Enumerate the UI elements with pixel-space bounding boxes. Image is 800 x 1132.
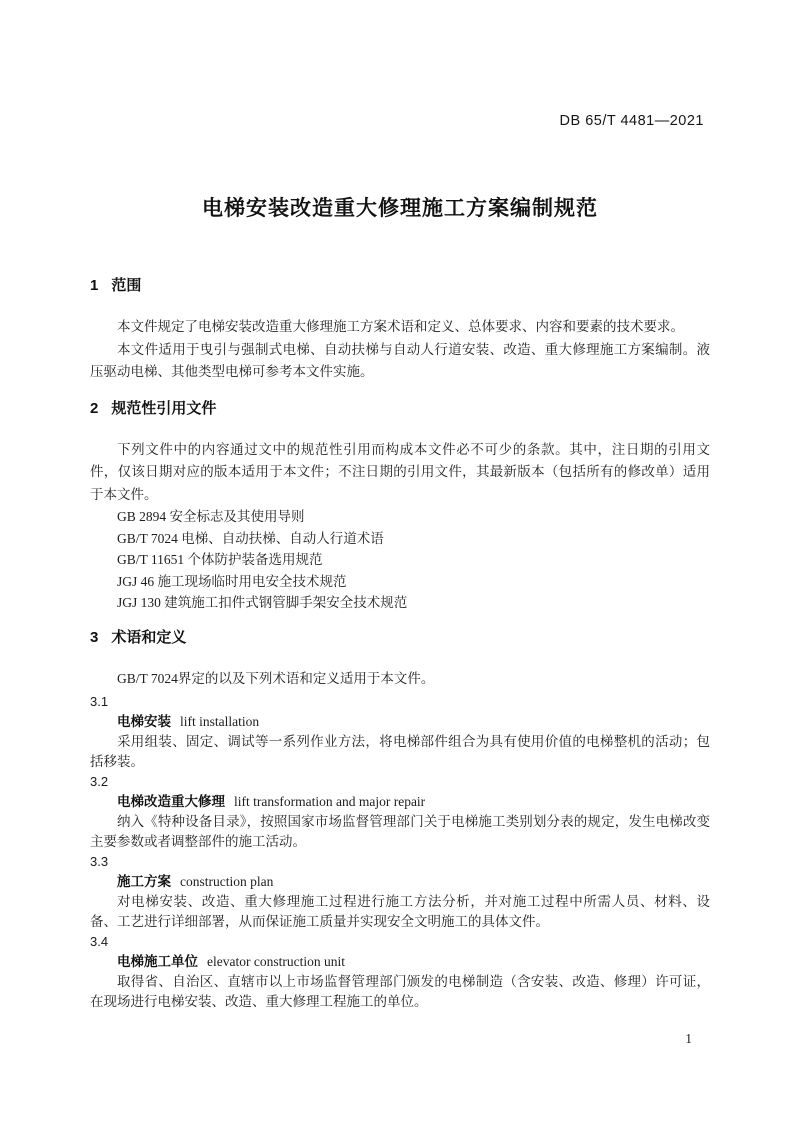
term-entry-3-4 xyxy=(90,932,710,1012)
term-number: 3.2 xyxy=(90,774,109,789)
references-intro-paragraph: 下列文件中的内容通过文中的规范性引用而构成本文件必不可少的条款。其中，注日期的引用文件，仅该日期对应的版本适用于本文件；不注日期的引用文件，其最新版本（包括所有的修改单）适用于本文件。 xyxy=(90,441,710,502)
term-name xyxy=(90,712,710,732)
term-definition: 对电梯安装、改造、重大修理施工过程进行施工方法分析，并对施工过程中所需人员、材料、设备、工艺进行详细部署，从而保证施工质量并实现安全文明施工的具体文件。 xyxy=(90,894,710,929)
term-entry-3-1 xyxy=(90,692,710,772)
reference-item: GB/T 7024 电梯、自动扶梯、自动人行道术语 xyxy=(117,530,384,546)
section-terms-definitions xyxy=(90,628,710,1013)
terms-intro-paragraph: GB/T 7024界定的以及下列术语和定义适用于本文件。 xyxy=(117,670,435,686)
section-3-number: 3 xyxy=(90,628,99,646)
standard-code: DB 65/T 4481—2021 xyxy=(559,113,704,129)
term-name xyxy=(90,872,710,892)
page-number: 1 xyxy=(685,1031,692,1046)
scope-paragraph-1: 本文件规定了电梯安装改造重大修理施工方案术语和定义、总体要求、内容和要素的技术要求。 xyxy=(117,319,684,334)
term-name-en: lift transformation and major repair xyxy=(234,794,426,809)
reference-item: JGJ 130 建筑施工扣件式钢管脚手架安全技术规范 xyxy=(117,595,408,610)
term-name-zh: 施工方案 xyxy=(117,874,171,889)
term-name xyxy=(90,792,710,812)
reference-list xyxy=(90,506,710,614)
section-2-heading xyxy=(90,399,710,419)
reference-item: JGJ 46 施工现场临时用电安全技术规范 xyxy=(117,573,347,589)
term-entry-3-3 xyxy=(90,852,710,932)
reference-item: GB 2894 安全标志及其使用导则 xyxy=(117,509,305,524)
term-number: 3.1 xyxy=(90,694,109,709)
term-name-zh: 电梯安装 xyxy=(117,714,171,729)
term-name-zh: 电梯施工单位 xyxy=(117,954,198,969)
section-3-title: 术语和定义 xyxy=(111,628,187,646)
terms-list xyxy=(90,692,710,1012)
term-definition: 纳入《特种设备目录》，按照国家市场监督管理部门关于电梯施工类别划分表的规定，发生电梯改变主要参数或者调整部件的施工活动。 xyxy=(90,814,710,849)
section-1-title: 范围 xyxy=(111,277,142,294)
term-name-en: lift installation xyxy=(180,714,260,729)
section-normative-references xyxy=(90,399,710,614)
section-1-heading xyxy=(90,276,710,296)
section-2-title: 规范性引用文件 xyxy=(111,399,217,417)
term-name xyxy=(90,952,710,972)
scope-paragraph-2: 本文件适用于曳引与强制式电梯、自动扶梯与自动人行道安装、改造、重大修理施工方案编制。液压驱动电梯、其他类型电梯可参考本文件实施。 xyxy=(90,341,710,379)
term-number: 3.4 xyxy=(90,934,109,949)
term-number: 3.3 xyxy=(90,854,109,869)
section-scope xyxy=(90,276,710,384)
term-name-en: construction plan xyxy=(180,874,274,889)
reference-item: GB/T 11651 个体防护装备选用规范 xyxy=(117,552,323,567)
document-title: 电梯安装改造重大修理施工方案编制规范 xyxy=(202,197,598,220)
section-1-number: 1 xyxy=(90,277,99,294)
term-definition: 取得省、自治区、直辖市以上市场监督管理部门颁发的电梯制造（含安装、改造、修理）许可证，在现场进行电梯安装、改造、重大修理工程施工的单位。 xyxy=(90,974,710,1009)
term-definition: 采用组装、固定、调试等一系列作业方法，将电梯部件组合为具有使用价值的电梯整机的活动；包括移装。 xyxy=(90,734,710,769)
section-3-heading xyxy=(90,628,710,648)
term-name-zh: 电梯改造重大修理 xyxy=(117,794,225,809)
section-2-number: 2 xyxy=(90,399,99,417)
term-name-en: elevator construction unit xyxy=(207,954,345,969)
term-entry-3-2 xyxy=(90,772,710,852)
